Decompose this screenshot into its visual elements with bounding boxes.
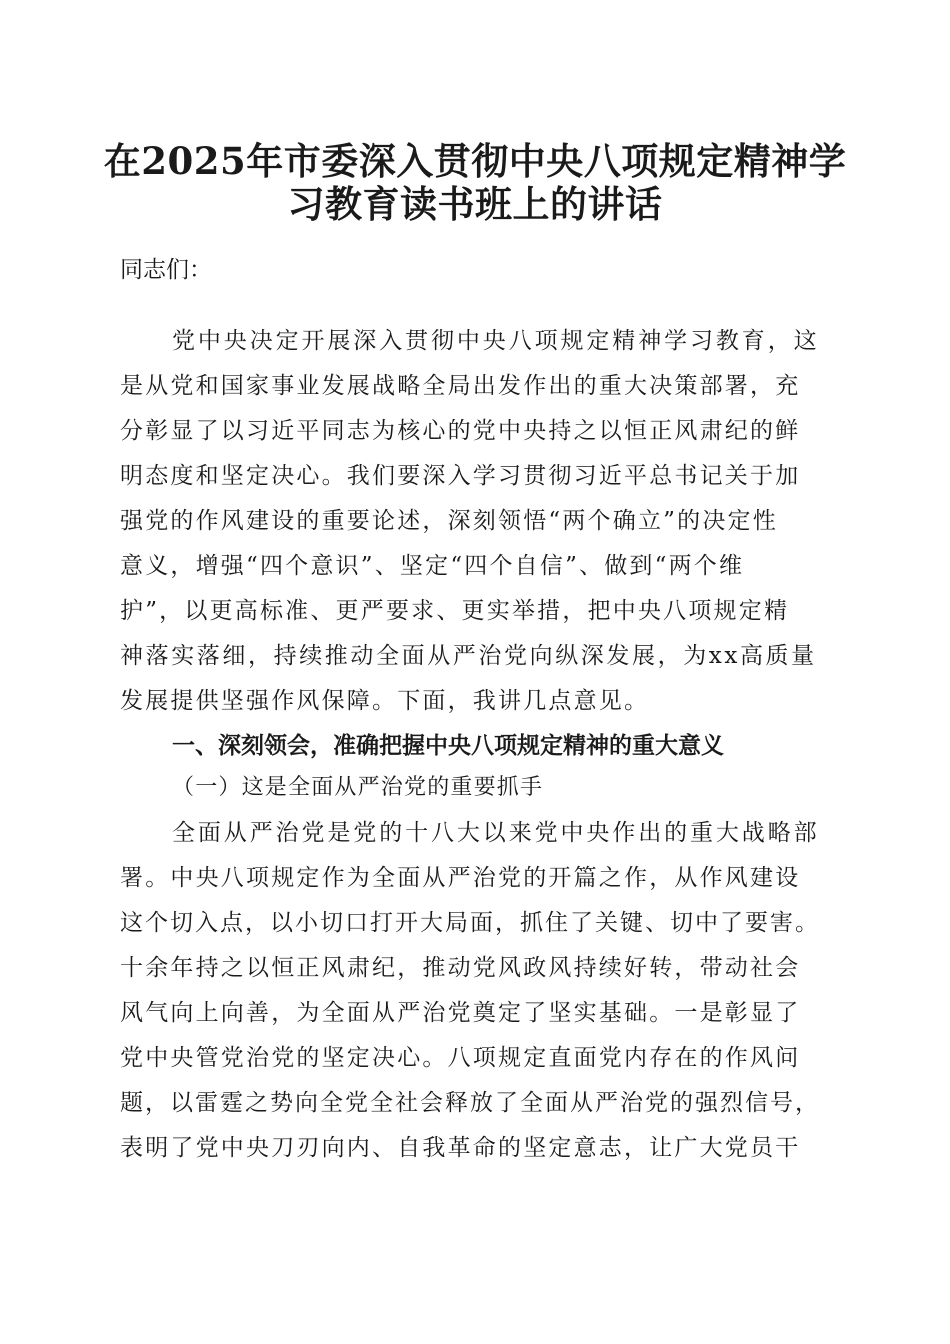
section-1-line-4: 十余年持之以恒正风肃纪，推动党风政风持续好转，带动社会	[120, 955, 801, 981]
section-1-line-2: 署。中央八项规定作为全面从严治党的开篇之作，从作风建设	[120, 865, 801, 891]
document-title-line-2: 习教育读书班上的讲话	[287, 182, 663, 226]
section-1-heading: 一、深刻领会，准确把握中央八项规定精神的重大意义	[172, 733, 724, 759]
intro-line-6: 意义，增强“四个意识”、坚定“四个自信”、做到“两个维	[120, 553, 745, 579]
intro-line-4: 明态度和坚定决心。我们要深入学习贯彻习近平总书记关于加	[120, 463, 801, 489]
section-1-subheading-1: （一）这是全面从严治党的重要抓手	[172, 775, 544, 800]
intro-line-3: 分彰显了以习近平同志为核心的党中央持之以恒正风肃纪的鲜	[120, 418, 801, 444]
section-1-line-7: 题，以雷霆之势向全党全社会释放了全面从严治党的强烈信号，	[120, 1090, 820, 1116]
intro-line-5: 强党的作风建设的重要论述，深刻领悟“两个确立”的决定性	[120, 508, 778, 534]
intro-line-2: 是从党和国家事业发展战略全局出发作出的重大决策部署，充	[120, 373, 801, 399]
document-title-line-1: 在2025年市委深入贯彻中央八项规定精神学	[103, 139, 847, 183]
intro-line-9: 发展提供坚强作风保障。下面，我讲几点意见。	[120, 688, 650, 714]
intro-line-1: 党中央决定开展深入贯彻中央八项规定精神学习教育，这	[172, 328, 820, 354]
section-1-line-1: 全面从严治党是党的十八大以来党中央作出的重大战略部	[172, 820, 820, 846]
section-1-line-8: 表明了党中央刀刃向内、自我革命的坚定意志，让广大党员干	[120, 1135, 801, 1161]
section-1-line-3: 这个切入点，以小切口打开大局面，抓住了关键、切中了要害。	[120, 910, 820, 936]
section-1-line-6: 党中央管党治党的坚定决心。八项规定直面党内存在的作风问	[120, 1045, 801, 1071]
section-1-line-5: 风气向上向善，为全面从严治党奠定了坚实基础。一是彰显了	[120, 1000, 801, 1026]
intro-line-8: 神落实落细，持续推动全面从严治党向纵深发展，为xx高质量	[120, 643, 817, 669]
intro-line-7: 护”，以更高标准、更严要求、更实举措，把中央八项规定精	[120, 598, 790, 624]
salutation: 同志们：	[120, 257, 212, 283]
